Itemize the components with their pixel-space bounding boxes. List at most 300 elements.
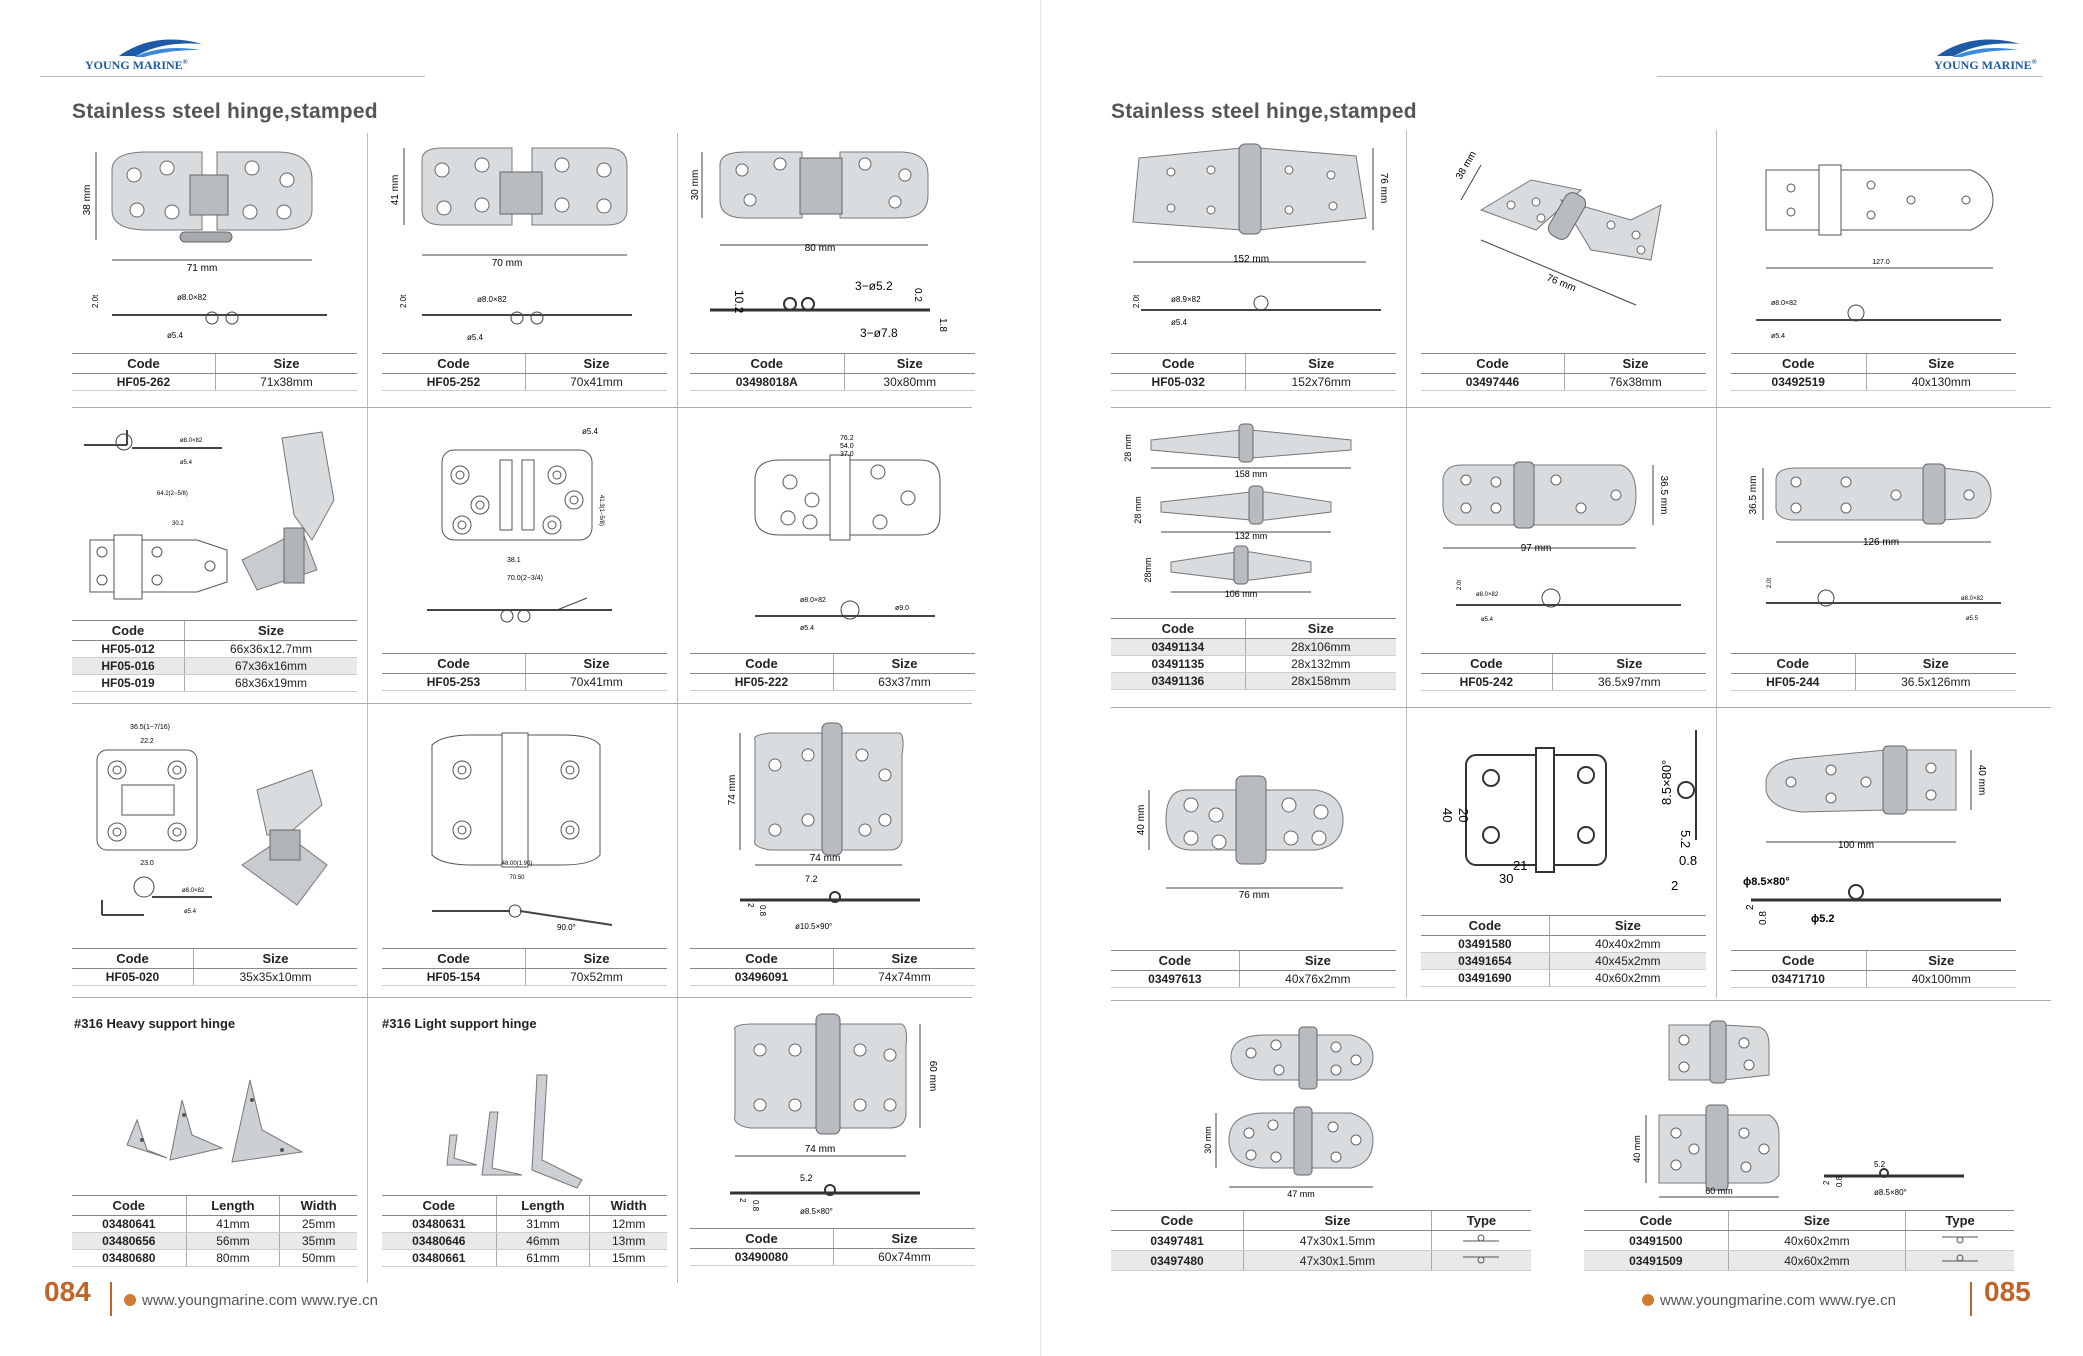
- col-header: Size: [1552, 654, 1706, 674]
- col-header: Size: [833, 1229, 975, 1249]
- brand-name: YOUNG MARINE®: [85, 58, 188, 72]
- size-cell: 40x100mm: [1866, 971, 2016, 988]
- size-cell: 60x74mm: [833, 1249, 975, 1266]
- globe-icon: [1642, 1294, 1654, 1306]
- product-cell: [1111, 140, 1396, 405]
- svg-text:126 mm: 126 mm: [1862, 537, 1900, 548]
- size-cell: 28x158mm: [1245, 673, 1396, 690]
- spec-table: [690, 1228, 975, 1266]
- size-cell: 40x60x2mm: [1728, 1251, 1906, 1271]
- svg-text:30 mm: 30 mm: [690, 169, 701, 201]
- col-header: Size: [1855, 654, 2016, 674]
- svg-text:152 mm: 152 mm: [1232, 254, 1270, 265]
- col-header: Code: [1731, 354, 1866, 374]
- svg-text:47 mm: 47 mm: [1287, 1189, 1315, 1199]
- svg-text:54.0: 54.0: [840, 443, 854, 450]
- col-header: Size: [1239, 951, 1396, 971]
- product-cell: [690, 420, 975, 700]
- svg-text:38 mm: 38 mm: [1454, 149, 1479, 182]
- code-cell: 03491500: [1584, 1231, 1728, 1251]
- svg-text:ø8.0×82: ø8.0×82: [1961, 596, 1984, 602]
- svg-text:40 mm: 40 mm: [1976, 764, 1987, 796]
- col-header: Code: [382, 1196, 496, 1216]
- spec-table: [72, 353, 357, 391]
- svg-text:ø5.5: ø5.5: [1966, 616, 1979, 622]
- svg-text:60 mm: 60 mm: [1705, 1186, 1733, 1196]
- hinge-drawing: [690, 420, 980, 650]
- code-cell: HF05-019: [72, 675, 185, 692]
- code-cell: HF05-222: [690, 674, 833, 691]
- width-cell: 50mm: [280, 1250, 357, 1267]
- code-cell: 03491134: [1111, 639, 1245, 656]
- grid-divider: [1111, 707, 2051, 708]
- svg-text:76 mm: 76 mm: [1544, 272, 1578, 295]
- brand-logo: [80, 36, 220, 76]
- svg-text:0.8: 0.8: [1679, 853, 1698, 868]
- code-cell: 03480646: [382, 1233, 496, 1250]
- product-cell: [1731, 420, 2016, 700]
- code-cell: 03480641: [72, 1216, 186, 1233]
- product-cell: [72, 140, 357, 405]
- grid-divider: [1111, 407, 2051, 408]
- hinge-drawing: [1111, 420, 1401, 610]
- svg-text:2: 2: [738, 1198, 747, 1203]
- svg-text:ø8.5×80°: ø8.5×80°: [1874, 1188, 1907, 1197]
- svg-text:97 mm: 97 mm: [1520, 543, 1552, 554]
- svg-text:76.2: 76.2: [840, 435, 854, 442]
- col-header: Code: [1111, 951, 1239, 971]
- spec-table: [1731, 353, 2016, 391]
- hinge-drawing: [1421, 140, 1711, 350]
- col-header: Size: [1549, 916, 1706, 936]
- product-cell: [690, 140, 975, 405]
- code-cell: 03491580: [1421, 936, 1549, 953]
- footer-divider: [110, 1282, 112, 1316]
- size-cell: 74x74mm: [833, 969, 975, 986]
- svg-text:36.5 mm: 36.5 mm: [1748, 475, 1759, 515]
- col-header: Size: [215, 354, 357, 374]
- hinge-drawing: [1111, 720, 1401, 950]
- svg-text:ø5.4: ø5.4: [167, 331, 184, 340]
- hinge-drawing: [382, 715, 672, 945]
- size-cell: 28x106mm: [1245, 639, 1396, 656]
- col-header: Length: [496, 1196, 590, 1216]
- spec-table: [690, 653, 975, 691]
- col-header: Code: [72, 949, 193, 969]
- type-cell: [1431, 1251, 1531, 1271]
- svg-text:5.2: 5.2: [1874, 1160, 1886, 1169]
- product-cell: [72, 715, 357, 995]
- svg-text:23.0: 23.0: [140, 860, 154, 867]
- hinge-drawing: [72, 420, 362, 620]
- brand-logo: [1892, 36, 2037, 76]
- svg-text:ø5.4: ø5.4: [1481, 617, 1494, 623]
- length-cell: 56mm: [186, 1233, 280, 1250]
- size-cell: 47x30x1.5mm: [1244, 1251, 1432, 1271]
- svg-text:21: 21: [1513, 858, 1528, 873]
- col-header: Type: [1906, 1211, 2014, 1231]
- footer-url[interactable]: [124, 1292, 378, 1309]
- code-cell: HF05-012: [72, 641, 185, 658]
- code-cell: 03480631: [382, 1216, 496, 1233]
- spec-table: [1731, 950, 2016, 988]
- left-page: [0, 0, 1041, 1356]
- svg-text:ø5.4: ø5.4: [1771, 333, 1786, 340]
- svg-text:90.0°: 90.0°: [557, 923, 576, 932]
- svg-text:100 mm: 100 mm: [1837, 840, 1875, 851]
- length-cell: 46mm: [496, 1233, 590, 1250]
- code-cell: 03480656: [72, 1233, 186, 1250]
- grid-divider: [1111, 1000, 2051, 1001]
- size-cell: 68x36x19mm: [185, 675, 357, 692]
- svg-text:2: 2: [746, 903, 755, 908]
- svg-text:158 mm: 158 mm: [1234, 469, 1268, 479]
- svg-text:38.1: 38.1: [507, 557, 521, 564]
- length-cell: 61mm: [496, 1250, 590, 1267]
- svg-text:2: 2: [1671, 878, 1679, 893]
- svg-text:74 mm: 74 mm: [804, 1144, 836, 1155]
- svg-text:2.0t: 2.0t: [1767, 577, 1773, 588]
- hinge-drawing: [1731, 420, 2021, 650]
- svg-text:2.0t: 2.0t: [91, 294, 100, 308]
- type-cell: [1431, 1231, 1531, 1251]
- col-header: Size: [1728, 1211, 1906, 1231]
- svg-text:22.2: 22.2: [140, 738, 154, 745]
- spec-table: [1421, 915, 1706, 987]
- col-header: Code: [1111, 1211, 1244, 1231]
- hinge-drawing: [1111, 1015, 1531, 1215]
- width-cell: 35mm: [280, 1233, 357, 1250]
- svg-text:0.8: 0.8: [758, 905, 767, 917]
- svg-text:70 mm: 70 mm: [491, 258, 523, 269]
- svg-text:ø8.0×82: ø8.0×82: [1771, 300, 1797, 307]
- col-header: Code: [690, 949, 833, 969]
- svg-text:60 mm: 60 mm: [927, 1060, 938, 1092]
- size-cell: 71x38mm: [215, 374, 357, 391]
- svg-text:0.8: 0.8: [751, 1200, 760, 1212]
- size-cell: 40x60x2mm: [1728, 1231, 1906, 1251]
- hinge-drawing: [382, 420, 672, 650]
- hinge-profile-icon: [1940, 1252, 1980, 1266]
- footer-url-text: www.youngmarine.com www.rye.cn: [142, 1292, 378, 1309]
- grid-divider: [1716, 130, 1717, 998]
- svg-text:ø5.4: ø5.4: [1171, 318, 1188, 327]
- code-cell: 03491509: [1584, 1251, 1728, 1271]
- width-cell: 15mm: [590, 1250, 667, 1267]
- size-cell: 36.5x126mm: [1855, 674, 2016, 691]
- col-header: Code: [1111, 354, 1246, 374]
- spec-table: [72, 620, 357, 692]
- header-rule: [40, 76, 425, 77]
- svg-text:0.8: 0.8: [1835, 1175, 1844, 1187]
- code-cell: HF05-020: [72, 969, 193, 986]
- svg-text:64.2(2−5/8): 64.2(2−5/8): [157, 491, 188, 497]
- footer-url-text: www.youngmarine.com www.rye.cn: [1660, 1292, 1896, 1309]
- grid-divider: [677, 133, 678, 1283]
- product-cell: [382, 420, 667, 700]
- support-hinge-photo: [382, 1040, 672, 1190]
- col-header: Size: [525, 949, 667, 969]
- svg-text:132 mm: 132 mm: [1234, 531, 1268, 541]
- col-header: Code: [690, 1229, 833, 1249]
- page-number: 085: [1984, 1276, 2031, 1307]
- footer-url[interactable]: [1642, 1292, 1896, 1309]
- svg-text:ϕ5.2: ϕ5.2: [1811, 913, 1835, 925]
- code-cell: HF05-242: [1421, 674, 1552, 691]
- svg-text:ø5.4: ø5.4: [180, 460, 193, 466]
- code-cell: 03491136: [1111, 673, 1245, 690]
- svg-text:5.2: 5.2: [1678, 830, 1693, 849]
- support-hinge-photo: [72, 1040, 362, 1190]
- svg-text:ø8.0×82: ø8.0×82: [180, 438, 203, 444]
- svg-text:80 mm: 80 mm: [804, 243, 836, 254]
- col-header: Code: [1731, 951, 1866, 971]
- spec-table: [1584, 1210, 2014, 1271]
- spec-table: [382, 653, 667, 691]
- svg-text:40 mm: 40 mm: [1136, 804, 1147, 836]
- right-page: [1042, 0, 2083, 1356]
- svg-text:30 mm: 30 mm: [1203, 1126, 1213, 1154]
- type-cell: [1906, 1231, 2014, 1251]
- col-header: Size: [193, 949, 357, 969]
- col-header: Size: [525, 654, 667, 674]
- svg-text:28 mm: 28 mm: [1133, 496, 1143, 524]
- size-cell: 40x76x2mm: [1239, 971, 1396, 988]
- svg-text:40 mm: 40 mm: [1632, 1135, 1642, 1163]
- spec-table: [1111, 950, 1396, 988]
- svg-text:ϕ8.5×80°: ϕ8.5×80°: [1743, 876, 1790, 888]
- hinge-drawing: [1111, 140, 1401, 350]
- size-cell: 28x132mm: [1245, 656, 1396, 673]
- hinge-profile-icon: [1940, 1232, 1980, 1246]
- col-header: Code: [72, 1196, 186, 1216]
- size-cell: 47x30x1.5mm: [1244, 1231, 1432, 1251]
- page-title: Stainless steel hinge,stamped: [1111, 100, 1417, 123]
- svg-text:76 mm: 76 mm: [1378, 172, 1389, 204]
- code-cell: HF05-262: [72, 374, 215, 391]
- svg-text:ø8.0×82: ø8.0×82: [1476, 592, 1499, 598]
- product-cell: [72, 1010, 357, 1280]
- svg-text:71 mm: 71 mm: [186, 263, 218, 274]
- size-cell: 40x45x2mm: [1549, 953, 1706, 970]
- svg-text:0.2: 0.2: [912, 288, 923, 302]
- col-header: Size: [1564, 354, 1706, 374]
- header-rule: [1657, 76, 2043, 77]
- spec-table: [382, 1195, 667, 1267]
- svg-text:48.00(1.90): 48.00(1.90): [501, 861, 533, 867]
- spec-table: [1731, 653, 2016, 691]
- hinge-drawing: [72, 715, 362, 945]
- grid-divider: [1406, 130, 1407, 998]
- col-header: Width: [280, 1196, 357, 1216]
- hinge-drawing: [72, 140, 362, 350]
- hinge-drawing: [1731, 720, 2021, 950]
- svg-text:2.0t: 2.0t: [1457, 579, 1463, 590]
- code-cell: 03471710: [1731, 971, 1866, 988]
- col-header: Code: [1421, 654, 1552, 674]
- svg-text:30: 30: [1499, 871, 1514, 886]
- spec-table: [1421, 653, 1706, 691]
- svg-text:38 mm: 38 mm: [82, 184, 93, 216]
- hinge-drawing: [1731, 140, 2021, 350]
- spec-table: [1421, 353, 1706, 391]
- spec-table: [1111, 618, 1396, 690]
- col-header: Size: [844, 354, 975, 374]
- col-header: Code: [1111, 619, 1245, 639]
- code-cell: 03491690: [1421, 970, 1549, 987]
- svg-text:70.0(2−3/4): 70.0(2−3/4): [507, 575, 543, 582]
- svg-text:76 mm: 76 mm: [1238, 890, 1270, 901]
- product-cell: [1421, 720, 1706, 995]
- code-cell: 03496091: [690, 969, 833, 986]
- product-cell: [1421, 140, 1706, 405]
- svg-text:41 mm: 41 mm: [390, 174, 401, 206]
- col-header: Size: [833, 949, 975, 969]
- code-cell: 03490080: [690, 1249, 833, 1266]
- col-header: Code: [1584, 1211, 1728, 1231]
- col-header: Code: [690, 354, 844, 374]
- size-cell: 30x80mm: [844, 374, 975, 391]
- width-cell: 13mm: [590, 1233, 667, 1250]
- code-cell: 03498018A: [690, 374, 844, 391]
- code-cell: HF05-244: [1731, 674, 1855, 691]
- spec-table: [690, 948, 975, 986]
- svg-text:7.2: 7.2: [805, 874, 818, 884]
- width-cell: 12mm: [590, 1216, 667, 1233]
- svg-text:ø8.9×82: ø8.9×82: [1171, 295, 1201, 304]
- code-cell: 03497480: [1111, 1251, 1244, 1271]
- svg-text:28 mm: 28 mm: [1123, 434, 1133, 462]
- hinge-drawing: [1584, 1015, 2014, 1215]
- svg-text:ø8.0×82: ø8.0×82: [177, 293, 207, 302]
- grid-divider: [72, 703, 972, 704]
- size-cell: 67x36x16mm: [185, 658, 357, 675]
- spec-table: [690, 353, 975, 391]
- svg-text:ø8.0×82: ø8.0×82: [182, 888, 205, 894]
- product-cell: [1111, 420, 1396, 700]
- hinge-drawing: [690, 1010, 980, 1230]
- footer-divider: [1970, 1282, 1972, 1316]
- boat-logo-icon: [1932, 36, 2022, 58]
- svg-text:ø8.5×80°: ø8.5×80°: [800, 1207, 833, 1216]
- length-cell: 41mm: [186, 1216, 280, 1233]
- product-cell: [382, 140, 667, 405]
- size-cell: 63x37mm: [833, 674, 975, 691]
- svg-text:ø10.5×90°: ø10.5×90°: [795, 922, 833, 931]
- svg-text:41.3(1−5/8): 41.3(1−5/8): [598, 495, 604, 526]
- svg-text:28mm: 28mm: [1143, 557, 1153, 583]
- svg-text:ø8.0×82: ø8.0×82: [477, 295, 507, 304]
- size-cell: 152x76mm: [1246, 374, 1396, 391]
- code-cell: 03497613: [1111, 971, 1239, 988]
- spec-table: [1111, 353, 1396, 391]
- spec-table: [1111, 1210, 1531, 1271]
- svg-text:74 mm: 74 mm: [727, 774, 738, 806]
- col-header: Size: [1245, 619, 1396, 639]
- size-cell: 40x60x2mm: [1549, 970, 1706, 987]
- code-cell: 03492519: [1731, 374, 1866, 391]
- boat-logo-icon: [114, 36, 204, 58]
- code-cell: 03497481: [1111, 1231, 1244, 1251]
- code-cell: HF05-252: [382, 374, 525, 391]
- col-header: Code: [382, 654, 525, 674]
- size-cell: 70x41mm: [525, 674, 667, 691]
- hinge-drawing: [1421, 420, 1711, 650]
- svg-text:3−ø5.2: 3−ø5.2: [855, 279, 893, 293]
- spec-table: [72, 948, 357, 986]
- product-cell: [72, 420, 357, 700]
- col-header: Length: [186, 1196, 280, 1216]
- code-cell: 03497446: [1421, 374, 1564, 391]
- svg-text:106 mm: 106 mm: [1224, 589, 1258, 599]
- svg-text:0.8: 0.8: [1758, 911, 1769, 925]
- length-cell: 31mm: [496, 1216, 590, 1233]
- hinge-drawing: [690, 140, 980, 350]
- grid-divider: [367, 133, 368, 1283]
- svg-text:2.0t: 2.0t: [1132, 294, 1141, 308]
- product-cell: [1421, 420, 1706, 700]
- code-cell: 03491654: [1421, 953, 1549, 970]
- col-header: Code: [382, 354, 525, 374]
- svg-text:20: 20: [1456, 808, 1471, 823]
- brand-name: YOUNG MARINE®: [1934, 58, 2037, 72]
- product-cell: [690, 715, 975, 995]
- product-cell: [1584, 1015, 2014, 1280]
- hinge-drawing: [690, 715, 980, 945]
- col-header: Type: [1431, 1211, 1531, 1231]
- grid-divider: [72, 997, 972, 998]
- section-label: #316 Light support hinge: [382, 1016, 537, 1031]
- size-cell: 35x35x10mm: [193, 969, 357, 986]
- page-number: 084: [44, 1276, 91, 1307]
- page-title: Stainless steel hinge,stamped: [72, 100, 378, 123]
- col-header: Code: [72, 621, 185, 641]
- col-header: Size: [1246, 354, 1396, 374]
- svg-text:30.2: 30.2: [172, 521, 184, 527]
- svg-text:10.2: 10.2: [732, 290, 746, 314]
- col-header: Size: [185, 621, 357, 641]
- col-header: Code: [1421, 354, 1564, 374]
- size-cell: 70x41mm: [525, 374, 667, 391]
- type-cell: [1906, 1251, 2014, 1271]
- product-cell: [1111, 720, 1396, 995]
- code-cell: HF05-253: [382, 674, 525, 691]
- svg-text:ø9.0: ø9.0: [895, 605, 910, 612]
- product-cell: [690, 1010, 975, 1280]
- section-label: #316 Heavy support hinge: [74, 1016, 236, 1031]
- svg-text:37.0: 37.0: [840, 451, 854, 458]
- svg-text:ø8.0×82: ø8.0×82: [800, 597, 826, 604]
- svg-text:127.0: 127.0: [1872, 259, 1890, 266]
- col-header: Code: [72, 354, 215, 374]
- product-cell: [382, 715, 667, 995]
- product-cell: [1731, 140, 2016, 405]
- svg-text:2.0t: 2.0t: [399, 294, 408, 308]
- hinge-profile-icon: [1461, 1232, 1501, 1246]
- code-cell: HF05-154: [382, 969, 525, 986]
- globe-icon: [124, 1294, 136, 1306]
- product-cell: [382, 1010, 667, 1280]
- svg-text:ø5.4: ø5.4: [184, 909, 197, 915]
- col-header: Size: [833, 654, 975, 674]
- svg-text:36.5 mm: 36.5 mm: [1658, 475, 1669, 515]
- svg-text:36.5(1−7/16): 36.5(1−7/16): [130, 724, 170, 731]
- svg-text:ø5.4: ø5.4: [467, 333, 484, 342]
- col-header: Code: [1731, 654, 1855, 674]
- svg-text:2: 2: [1822, 1180, 1831, 1185]
- svg-text:2: 2: [1745, 904, 1756, 910]
- col-header: Size: [1866, 951, 2016, 971]
